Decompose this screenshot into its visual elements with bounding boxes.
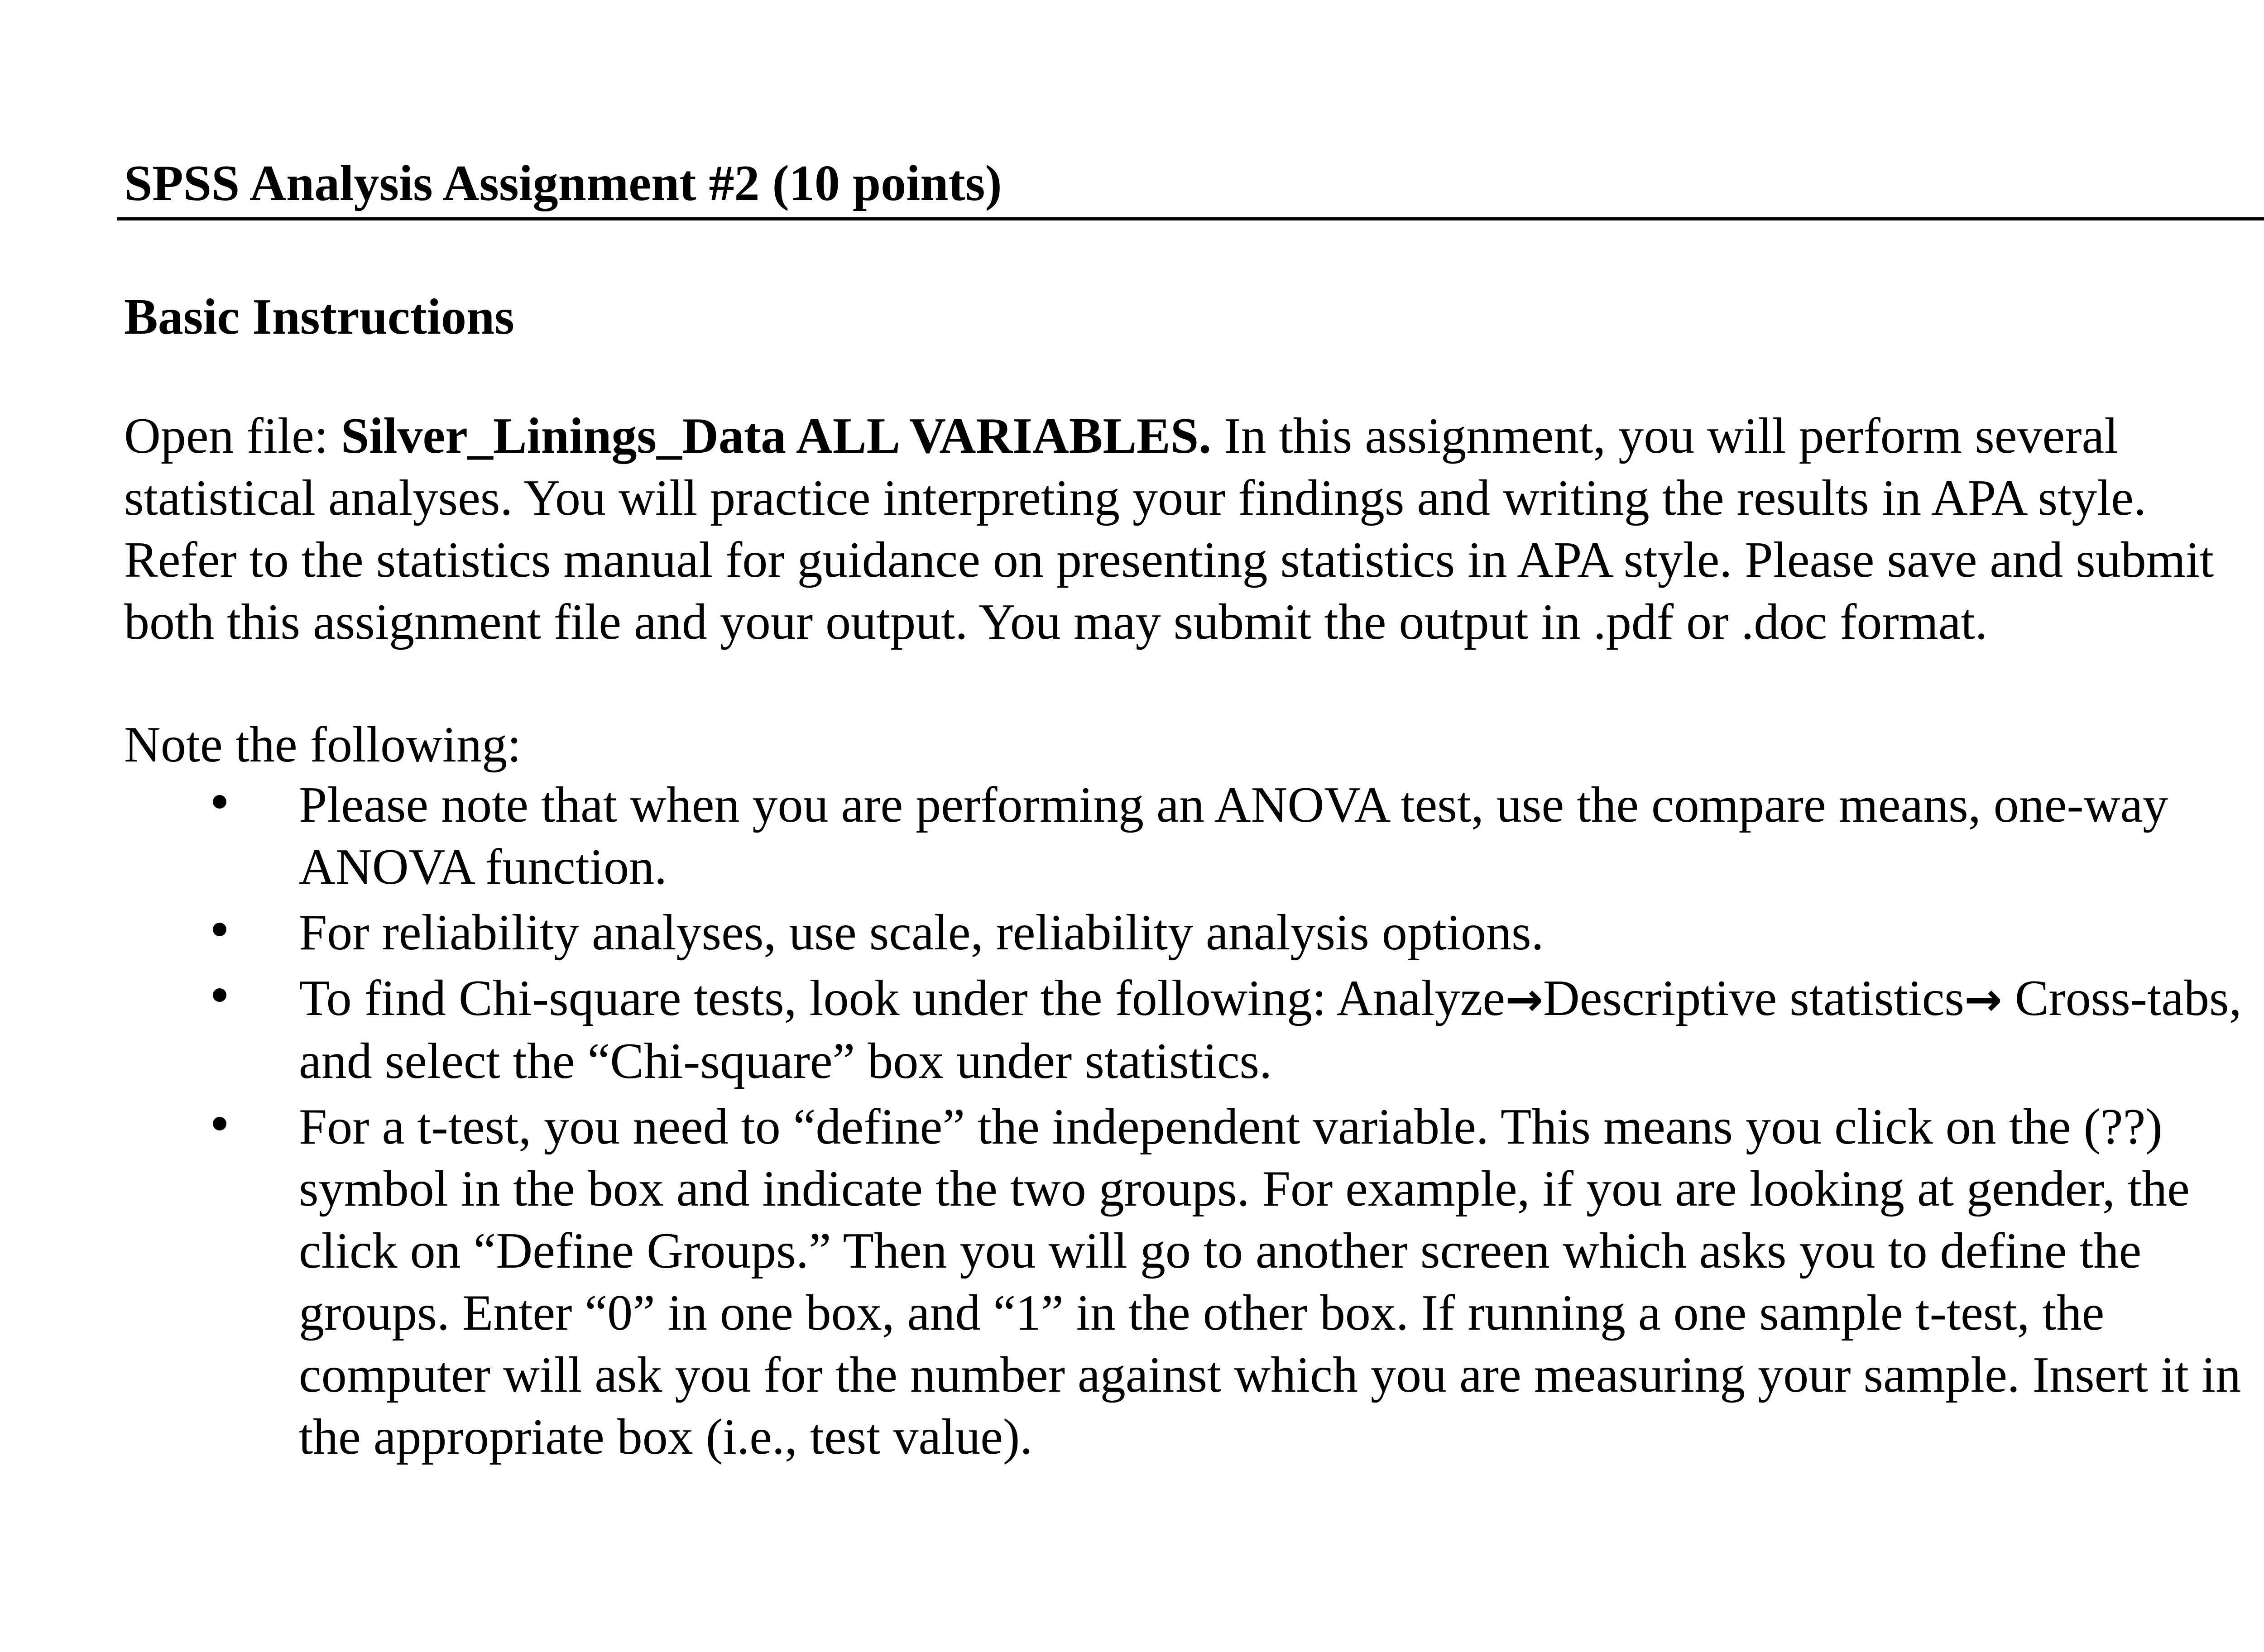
list-item-text bbox=[299, 902, 2264, 964]
bullet-icon bbox=[213, 988, 226, 1002]
chi-square-path-start: To find Chi-square tests, look under the following: Analyze bbox=[299, 970, 1506, 1026]
list-item-line: For a t-test, you need to “define” the independent variable. This means you click on the (??) bbox=[299, 1099, 2163, 1155]
intro-open-file-label: Open file: bbox=[124, 408, 341, 464]
instruction-list bbox=[0, 774, 2264, 1472]
intro-filename: Silver_Linings_Data ALL VARIABLES. bbox=[341, 408, 1212, 464]
arrow-right-icon: → bbox=[1964, 973, 2002, 1026]
list-item-line bbox=[299, 967, 2264, 1030]
document-title: SPSS Analysis Assignment #2 (10 points) bbox=[124, 155, 1002, 211]
list-item-line: and select the “Chi-square” box under statistics. bbox=[299, 1033, 1272, 1089]
intro-line-2: statistical analyses. You will practice interpreting your findings and writing the results in APA style. bbox=[124, 470, 2146, 526]
list-item bbox=[0, 902, 2264, 964]
bullet-icon bbox=[213, 923, 226, 936]
intro-line-4: both this assignment file and your output. You may submit the output in .pdf or .doc format. bbox=[124, 594, 1988, 650]
list-item-line: Please note that when you are performing an ANOVA test, use the compare means, one-way bbox=[299, 777, 2168, 833]
list-item-line: For reliability analyses, use scale, reliability analysis options. bbox=[299, 905, 1544, 961]
bullet-icon bbox=[213, 1117, 226, 1130]
list-item-line: the appropriate box (i.e., test value). bbox=[299, 1409, 1033, 1465]
note-label: Note the following: bbox=[124, 717, 522, 773]
section-heading: Basic Instructions bbox=[124, 289, 514, 345]
list-item bbox=[0, 774, 2264, 898]
list-item-line: symbol in the box and indicate the two groups. For example, if you are looking at gender, the bbox=[299, 1161, 2190, 1217]
chi-square-path-middle: Descriptive statistics bbox=[1543, 970, 1964, 1026]
list-item-line: ANOVA function. bbox=[299, 839, 667, 895]
list-item-text bbox=[299, 774, 2264, 898]
chi-square-path-end: Cross-tabs, bbox=[2002, 970, 2242, 1026]
list-item bbox=[0, 1096, 2264, 1468]
intro-line-1-rest: In this assignment, you will perform several bbox=[1211, 408, 2119, 464]
intro-line-3: Refer to the statistics manual for guidance on presenting statistics in APA style. Please save and submit bbox=[124, 532, 2214, 588]
list-item-line: computer will ask you for the number against which you are measuring your sample. Insert it in bbox=[299, 1347, 2241, 1403]
list-item-text bbox=[299, 967, 2264, 1092]
title-underline bbox=[117, 217, 2264, 220]
bullet-icon bbox=[213, 795, 226, 809]
list-item-line: groups. Enter “0” in one box, and “1” in the other box. If running a one sample t-test, the bbox=[299, 1285, 2105, 1341]
intro-paragraph bbox=[124, 405, 2264, 653]
intro-line-1 bbox=[124, 405, 2264, 467]
list-item-text bbox=[299, 1096, 2264, 1468]
arrow-right-icon: → bbox=[1505, 973, 1543, 1026]
list-item bbox=[0, 967, 2264, 1092]
list-item-line: click on “Define Groups.” Then you will go to another screen which asks you to define the bbox=[299, 1223, 2142, 1279]
